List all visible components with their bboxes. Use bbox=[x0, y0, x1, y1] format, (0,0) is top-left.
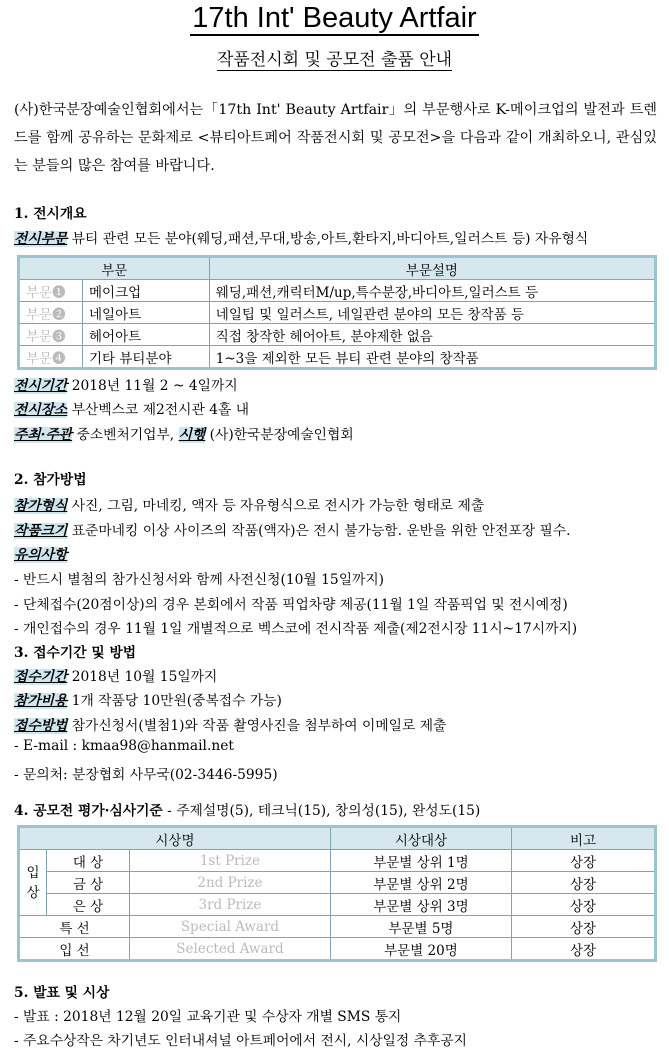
award-name: 특 선 bbox=[19, 916, 130, 938]
section2-heading: 2. 참가방법 bbox=[14, 472, 87, 488]
section1-heading: 1. 전시개요 bbox=[14, 206, 87, 222]
exhibition-host bbox=[14, 423, 354, 443]
category-label: 부문❸ bbox=[19, 324, 83, 346]
note-item: - 반드시 별첨의 참가신청서와 함께 사전신청(10월 15일까지) bbox=[14, 572, 385, 588]
award-target: 부문별 상위 2명 bbox=[330, 872, 511, 894]
award-note: 상장 bbox=[512, 872, 656, 894]
contact-email: - E-mail : kmaa98@hanmail.net bbox=[14, 738, 234, 754]
period-text: 2018년 11월 2 ~ 4일까지 bbox=[67, 378, 238, 394]
document-subtitle bbox=[0, 45, 669, 70]
award-name: 대 상 bbox=[47, 850, 130, 872]
award-english: 1st Prize bbox=[130, 850, 331, 872]
section4-title: 4. 공모전 평가·심사기준 bbox=[14, 803, 163, 819]
section5-heading: 5. 발표 및 시상 bbox=[14, 985, 110, 1001]
method-text: 참가신청서(별첨1)와 작품 촬영사진을 첨부하여 이메일로 제출 bbox=[67, 718, 447, 734]
table-row bbox=[19, 916, 656, 938]
award-target: 부문별 20명 bbox=[330, 938, 511, 961]
method-tag: 접수방법 bbox=[14, 718, 68, 734]
submission-method bbox=[14, 714, 446, 734]
award-name: 입 선 bbox=[19, 938, 130, 961]
entry-form bbox=[14, 494, 484, 514]
category-text: 뷰티 관련 모든 분야(웨딩,패션,무대,방송,아트,환타지,바디아트,일러스트 등) 자유형식 bbox=[67, 231, 589, 247]
host-tag: 주최·주관 bbox=[14, 427, 73, 443]
table-row bbox=[19, 346, 656, 369]
category-label: 부문❹ bbox=[19, 346, 83, 369]
award-name-header: 시상명 bbox=[19, 827, 331, 850]
category-desc: 웨딩,패션,캐릭터M/up,특수분장,바디아트,일러스트 등 bbox=[209, 280, 655, 302]
host-text: 중소벤처기업부, bbox=[72, 427, 179, 443]
table-row bbox=[19, 280, 656, 302]
exec-text: (사)한국분장예술인협회 bbox=[205, 427, 354, 443]
form-tag: 참가형식 bbox=[14, 498, 68, 514]
exhibition-period bbox=[14, 374, 238, 394]
section4-heading bbox=[14, 799, 480, 819]
form-text: 사진, 그림, 마네킹, 액자 등 자유형식으로 전시가 가능한 형태로 제출 bbox=[67, 498, 485, 514]
section3-heading: 3. 접수기간 및 방법 bbox=[14, 645, 137, 661]
notes-tag: 유의사항 bbox=[14, 547, 68, 563]
note-item: - 개인접수의 경우 11월 1일 개별적으로 벡스코에 전시작품 제출(제2전시장 11시~17시까지) bbox=[14, 621, 578, 637]
award-ceremony-line: - 주요수상작은 차기년도 인터내셔널 아트페어에서 전시, 시상일정 추후공지 bbox=[14, 1033, 467, 1049]
category-desc: 1~3을 제외한 모든 뷰티 관련 분야의 창작품 bbox=[209, 346, 655, 369]
award-english: Selected Award bbox=[130, 938, 331, 961]
table-row bbox=[19, 302, 656, 324]
category-label: 부문❷ bbox=[19, 302, 83, 324]
entry-size bbox=[14, 519, 571, 539]
section1-category bbox=[14, 227, 588, 247]
submission-period bbox=[14, 665, 217, 685]
category-tag: 전시부문 bbox=[14, 231, 68, 247]
exec-tag: 시행 bbox=[178, 427, 206, 443]
awards-table bbox=[17, 825, 657, 962]
fee-text: 1개 작품당 10만원(중복접수 가능) bbox=[67, 693, 282, 709]
subtitle-text: 작품전시회 및 공모전 출품 안내 bbox=[216, 50, 453, 70]
contact-phone: - 문의처: 분장협회 사무국(02-3446-5995) bbox=[14, 767, 278, 783]
award-group-label: 입 상 bbox=[19, 850, 47, 916]
criteria-text: - 주제설명(5), 테크닉(15), 창의성(15), 완성도(15) bbox=[162, 803, 481, 819]
entry-fee bbox=[14, 689, 282, 709]
table-row bbox=[19, 850, 656, 872]
table-row bbox=[19, 324, 656, 346]
category-table bbox=[17, 255, 657, 370]
description-header: 부문설명 bbox=[209, 257, 655, 280]
award-note: 상장 bbox=[512, 938, 656, 961]
award-note: 상장 bbox=[512, 850, 656, 872]
award-english: 2nd Prize bbox=[130, 872, 331, 894]
size-text: 표준마네킹 이상 사이즈의 작품(액자)은 전시 불가능함. 운반을 위한 안전포장 필수. bbox=[67, 523, 571, 539]
announcement-line: - 발표 : 2018년 12월 20일 교육기관 및 수상자 개별 SMS 통지 bbox=[14, 1009, 402, 1025]
exhibition-venue bbox=[14, 398, 249, 418]
award-english: 3rd Prize bbox=[130, 894, 331, 916]
award-name: 은 상 bbox=[47, 894, 130, 916]
table-row bbox=[19, 872, 656, 894]
size-tag: 작품크기 bbox=[14, 523, 68, 539]
category-desc: 직접 창작한 헤어아트, 분야제한 없음 bbox=[209, 324, 655, 346]
award-target-header: 시상대상 bbox=[330, 827, 511, 850]
intro-paragraph: (사)한국분장예술인협회에서는「17th Int' Beauty Artfair」의 부문행사로 K-메이크업의 발전과 트렌드를 함께 공유하는 문화제로 <뷰티아트페어 작품전시회 및 공모전>을 다음과 같이 개최하오니, 관심있는 분들의 많은 참여를 바랍니다. bbox=[14, 102, 657, 174]
award-target: 부문별 5명 bbox=[330, 916, 511, 938]
category-name: 메이크업 bbox=[83, 280, 210, 302]
table-row bbox=[19, 894, 656, 916]
award-name: 금 상 bbox=[47, 872, 130, 894]
document-title bbox=[0, 2, 669, 35]
fee-tag: 참가비용 bbox=[14, 693, 68, 709]
submission-period-text: 2018년 10월 15일까지 bbox=[67, 669, 218, 685]
award-english: Special Award bbox=[130, 916, 331, 938]
award-note: 상장 bbox=[512, 894, 656, 916]
title-text: 17th Int' Beauty Artfair bbox=[192, 2, 477, 34]
award-target: 부문별 상위 1명 bbox=[330, 850, 511, 872]
submission-period-tag: 접수기간 bbox=[14, 669, 68, 685]
notes-heading bbox=[14, 543, 67, 563]
category-name: 네일아트 bbox=[83, 302, 210, 324]
venue-text: 부산벡스코 제2전시관 4홀 내 bbox=[67, 402, 250, 418]
award-note: 상장 bbox=[512, 916, 656, 938]
category-desc: 네일팁 및 일러스트, 네일관련 분야의 모든 창작품 등 bbox=[209, 302, 655, 324]
venue-tag: 전시장소 bbox=[14, 402, 68, 418]
note-item: - 단체접수(20점이상)의 경우 본회에서 작품 픽업차량 제공(11월 1일 작품픽업 및 전시예정) bbox=[14, 597, 568, 613]
category-name: 기타 뷰티분야 bbox=[83, 346, 210, 369]
award-target: 부문별 상위 3명 bbox=[330, 894, 511, 916]
table-row bbox=[19, 938, 656, 961]
award-note-header: 비고 bbox=[512, 827, 656, 850]
period-tag: 전시기간 bbox=[14, 378, 68, 394]
category-name: 헤어아트 bbox=[83, 324, 210, 346]
category-label: 부문❶ bbox=[19, 280, 83, 302]
category-header: 부문 bbox=[19, 257, 210, 280]
